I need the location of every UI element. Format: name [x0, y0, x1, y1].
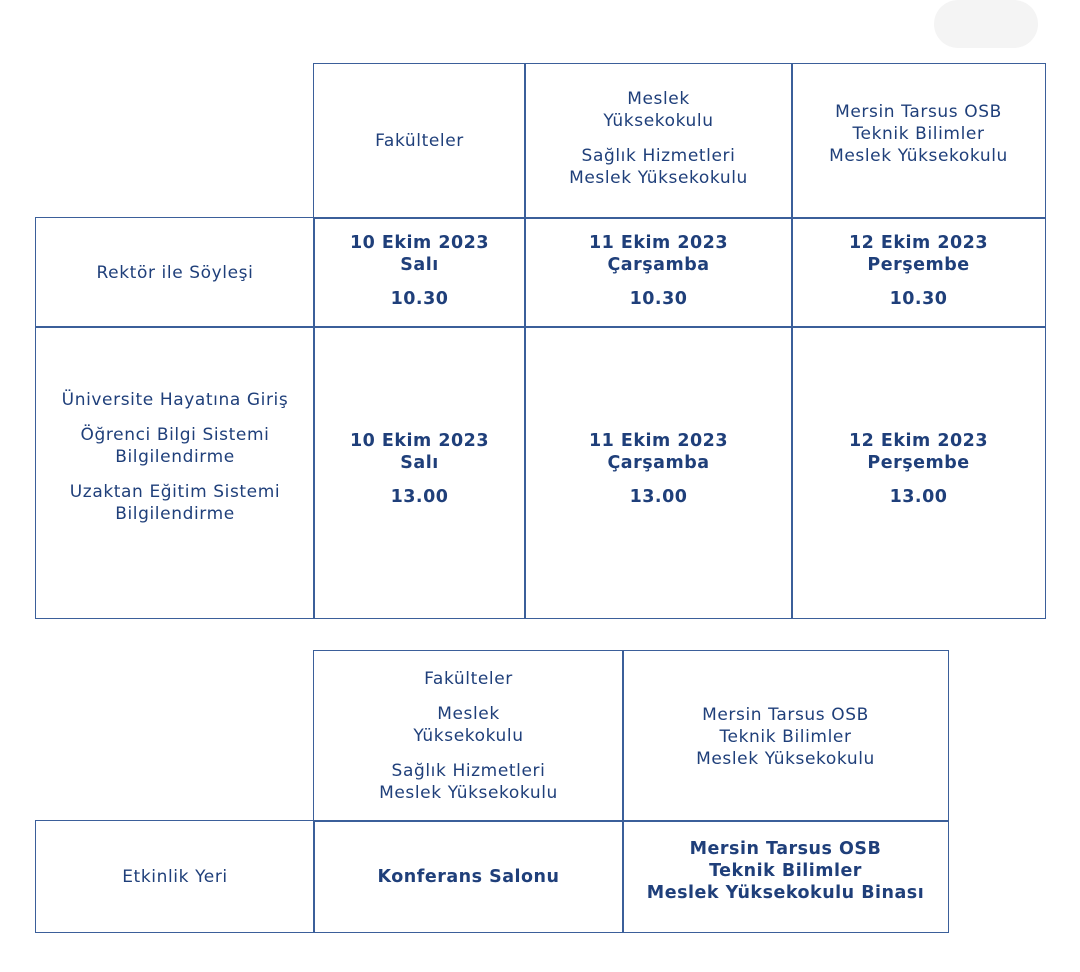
schedule-cell — [791, 326, 1046, 619]
row-label-orientation — [35, 326, 315, 619]
header-text: Meslek Yüksekokulu — [569, 168, 748, 188]
header-text: Meslek Yüksekokulu — [829, 146, 1008, 166]
header-vocational-schools — [524, 63, 793, 219]
venue-header-faculties — [313, 650, 624, 822]
venue-header-tarsus-osb — [622, 650, 949, 822]
event-day: Salı — [400, 453, 439, 473]
header-text: Teknik Bilimler — [852, 124, 985, 144]
schedule-cell — [313, 217, 526, 328]
row-label-text: Uzaktan Eğitim Sistemi — [69, 482, 281, 502]
event-date: 12 Ekim 2023 — [848, 431, 989, 451]
event-day: Perşembe — [867, 255, 970, 275]
header-text: Yüksekokulu — [603, 111, 714, 131]
event-date: 10 Ekim 2023 — [349, 431, 490, 451]
venue-name: Konferans Salonu — [377, 866, 560, 887]
event-time: 10.30 — [390, 289, 449, 309]
header-text: Sağlık Hizmetleri — [581, 146, 736, 166]
event-date: 11 Ekim 2023 — [588, 431, 729, 451]
event-date: 10 Ekim 2023 — [349, 233, 490, 253]
schedule-cell — [524, 217, 793, 328]
event-day: Çarşamba — [607, 255, 710, 275]
event-time: 10.30 — [889, 289, 948, 309]
header-text: Yüksekokulu — [413, 726, 524, 746]
header-text: Meslek Yüksekokulu — [696, 749, 875, 769]
venue-place-conference-hall — [313, 820, 624, 933]
row-label-text: Rektör ile Söyleşi — [96, 262, 254, 283]
event-date: 12 Ekim 2023 — [848, 233, 989, 253]
row-label-text: Bilgilendirme — [115, 447, 235, 467]
venue-place-osb-building — [622, 820, 949, 933]
event-time: 13.00 — [390, 487, 449, 507]
row-label-text: Etkinlik Yeri — [122, 866, 228, 887]
row-label-text: Bilgilendirme — [115, 504, 235, 524]
schedule-cell — [791, 217, 1046, 328]
row-label-rector-talk — [35, 217, 315, 328]
event-day: Salı — [400, 255, 439, 275]
event-date: 11 Ekim 2023 — [588, 233, 729, 253]
header-text: Sağlık Hizmetleri — [391, 761, 546, 781]
row-label-text: Öğrenci Bilgi Sistemi — [80, 425, 270, 445]
schedule-cell — [524, 326, 793, 619]
header-text: Meslek — [437, 704, 500, 724]
header-text: Teknik Bilimler — [719, 727, 852, 747]
watermark-logo — [934, 0, 1038, 48]
header-faculties — [313, 63, 526, 219]
schedule-cell — [313, 326, 526, 619]
venue-name: Meslek Yüksekokulu Binası — [646, 883, 925, 903]
venue-name: Mersin Tarsus OSB — [689, 839, 882, 859]
event-day: Çarşamba — [607, 453, 710, 473]
venue-row-label — [35, 820, 315, 933]
venue-name: Teknik Bilimler — [709, 861, 862, 881]
header-text: Meslek — [627, 89, 690, 109]
event-time: 13.00 — [889, 487, 948, 507]
event-time: 10.30 — [629, 289, 688, 309]
header-text: Meslek Yüksekokulu — [379, 783, 558, 803]
header-text: Mersin Tarsus OSB — [835, 102, 1002, 122]
event-day: Perşembe — [867, 453, 970, 473]
event-time: 13.00 — [629, 487, 688, 507]
header-tarsus-osb — [791, 63, 1046, 219]
header-faculties-text: Fakülteler — [375, 131, 464, 151]
header-text: Fakülteler — [424, 669, 513, 689]
row-label-text: Üniversite Hayatına Giriş — [61, 390, 289, 410]
header-text: Mersin Tarsus OSB — [702, 705, 869, 725]
